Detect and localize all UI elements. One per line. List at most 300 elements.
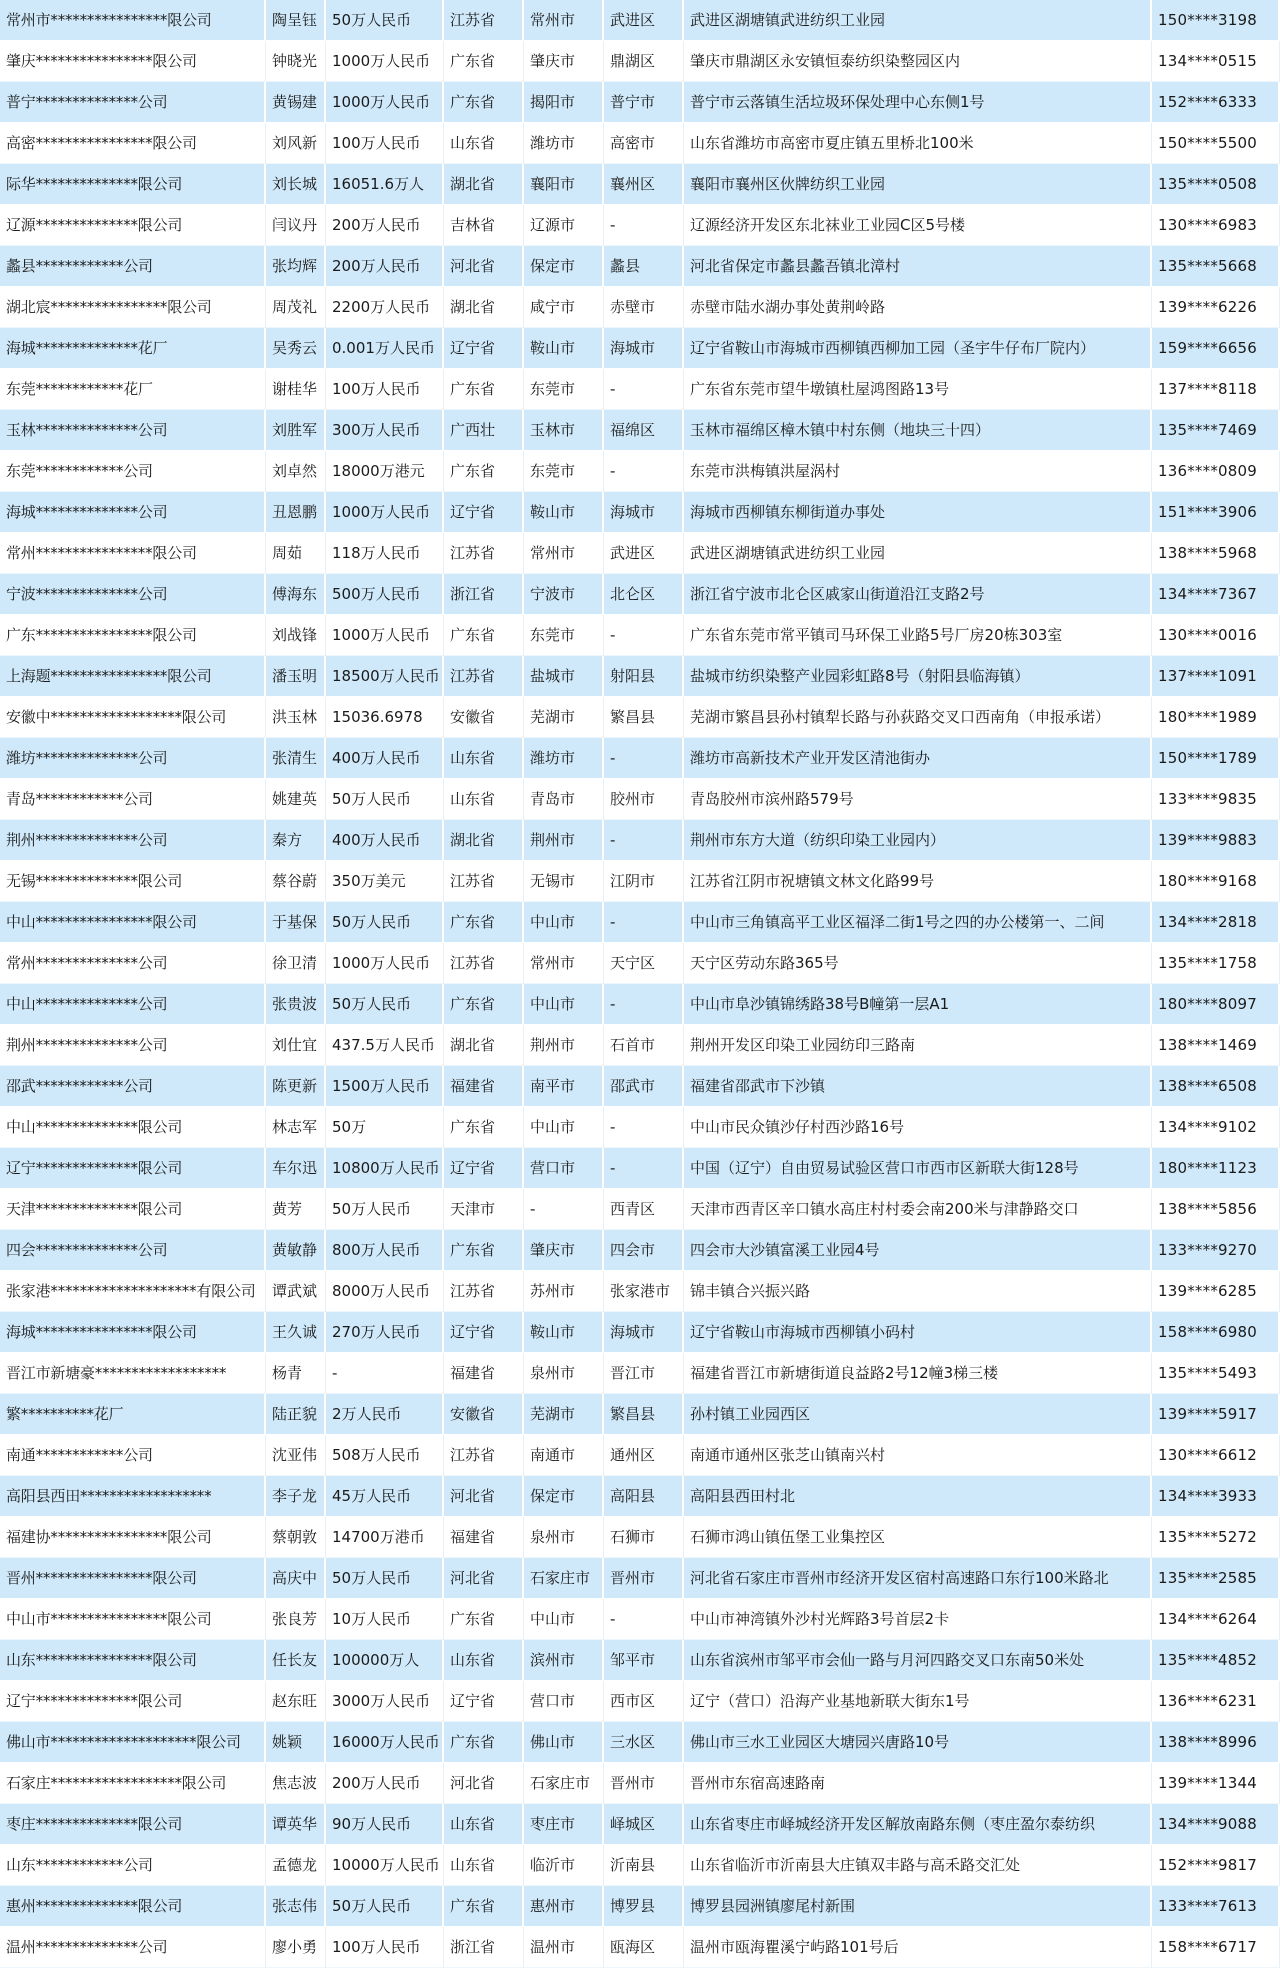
registered-capital-cell: 14700万港币: [326, 1517, 444, 1558]
table-row: [0, 1599, 1280, 1640]
registered-capital-cell: 18500万人民币: [326, 656, 444, 697]
district-cell: -: [604, 984, 684, 1025]
company-name-cell: 辽宁**************限公司: [0, 1148, 266, 1189]
province-cell: 广东省: [444, 615, 524, 656]
table-row: [0, 1763, 1280, 1804]
company-name-cell: 晋州****************限公司: [0, 1558, 266, 1599]
address-cell: 天宁区劳动东路365号: [684, 943, 1152, 984]
phone-cell: 150****1789: [1152, 738, 1280, 779]
legal-person-cell: 闫议丹: [266, 205, 326, 246]
legal-person-cell: 车尔迅: [266, 1148, 326, 1189]
table-row: [0, 1394, 1280, 1435]
phone-cell: 138****5856: [1152, 1189, 1280, 1230]
table-row: [0, 902, 1280, 943]
company-name-cell: 高密****************限公司: [0, 123, 266, 164]
phone-cell: 136****6231: [1152, 1681, 1280, 1722]
registered-capital-cell: 50万人民币: [326, 779, 444, 820]
registered-capital-cell: 118万人民币: [326, 533, 444, 574]
phone-cell: 130****6612: [1152, 1435, 1280, 1476]
company-name-cell: 常州****************限公司: [0, 533, 266, 574]
phone-cell: 130****6983: [1152, 205, 1280, 246]
company-name-cell: 晋江市新塘豪******************: [0, 1353, 266, 1394]
registered-capital-cell: 90万人民币: [326, 1804, 444, 1845]
address-cell: 锦丰镇合兴振兴路: [684, 1271, 1152, 1312]
table-row: [0, 82, 1280, 123]
city-cell: 无锡市: [524, 861, 604, 902]
table-row: [0, 615, 1280, 656]
city-cell: 肇庆市: [524, 41, 604, 82]
province-cell: 天津市: [444, 1189, 524, 1230]
district-cell: 石首市: [604, 1025, 684, 1066]
legal-person-cell: 刘胜军: [266, 410, 326, 451]
table-row: [0, 1148, 1280, 1189]
registered-capital-cell: 200万人民币: [326, 246, 444, 287]
legal-person-cell: 孟德龙: [266, 1845, 326, 1886]
district-cell: -: [604, 451, 684, 492]
district-cell: 张家港市: [604, 1271, 684, 1312]
table-row: [0, 164, 1280, 205]
address-cell: 山东省潍坊市高密市夏庄镇五里桥北100米: [684, 123, 1152, 164]
phone-cell: 180****1989: [1152, 697, 1280, 738]
legal-person-cell: 秦方: [266, 820, 326, 861]
phone-cell: 133****9835: [1152, 779, 1280, 820]
district-cell: 蠡县: [604, 246, 684, 287]
province-cell: 广东省: [444, 1107, 524, 1148]
registered-capital-cell: 270万人民币: [326, 1312, 444, 1353]
city-cell: 中山市: [524, 1107, 604, 1148]
province-cell: 浙江省: [444, 574, 524, 615]
table-row: [0, 1517, 1280, 1558]
address-cell: 海城市西柳镇东柳街道办事处: [684, 492, 1152, 533]
address-cell: 广东省东莞市望牛墩镇杜屋鸿图路13号: [684, 369, 1152, 410]
city-cell: 潍坊市: [524, 123, 604, 164]
province-cell: 广东省: [444, 1599, 524, 1640]
registered-capital-cell: 1000万人民币: [326, 41, 444, 82]
province-cell: 浙江省: [444, 1927, 524, 1968]
province-cell: 广东省: [444, 41, 524, 82]
province-cell: 山东省: [444, 123, 524, 164]
address-cell: 中山市阜沙镇锦绣路38号B幢第一层A1: [684, 984, 1152, 1025]
phone-cell: 138****6508: [1152, 1066, 1280, 1107]
province-cell: 山东省: [444, 779, 524, 820]
company-name-cell: 东莞************花厂: [0, 369, 266, 410]
table-row: [0, 451, 1280, 492]
province-cell: 辽宁省: [444, 328, 524, 369]
table-row: [0, 533, 1280, 574]
phone-cell: 159****6656: [1152, 328, 1280, 369]
district-cell: 沂南县: [604, 1845, 684, 1886]
legal-person-cell: 洪玉林: [266, 697, 326, 738]
city-cell: 中山市: [524, 902, 604, 943]
district-cell: 射阳县: [604, 656, 684, 697]
city-cell: 温州市: [524, 1927, 604, 1968]
city-cell: 鞍山市: [524, 1312, 604, 1353]
legal-person-cell: 刘卓然: [266, 451, 326, 492]
legal-person-cell: 傅海东: [266, 574, 326, 615]
district-cell: 高阳县: [604, 1476, 684, 1517]
district-cell: 高密市: [604, 123, 684, 164]
table-row: [0, 1681, 1280, 1722]
district-cell: 邹平市: [604, 1640, 684, 1681]
city-cell: 咸宁市: [524, 287, 604, 328]
city-cell: 揭阳市: [524, 82, 604, 123]
legal-person-cell: 潘玉明: [266, 656, 326, 697]
province-cell: 辽宁省: [444, 1681, 524, 1722]
province-cell: 江苏省: [444, 533, 524, 574]
district-cell: -: [604, 1148, 684, 1189]
province-cell: 吉林省: [444, 205, 524, 246]
city-cell: 芜湖市: [524, 697, 604, 738]
legal-person-cell: 刘风新: [266, 123, 326, 164]
legal-person-cell: 刘仕宜: [266, 1025, 326, 1066]
city-cell: 枣庄市: [524, 1804, 604, 1845]
city-cell: 鞍山市: [524, 328, 604, 369]
phone-cell: 158****6717: [1152, 1927, 1280, 1968]
company-name-cell: 无锡**************限公司: [0, 861, 266, 902]
company-name-cell: 繁**********花厂: [0, 1394, 266, 1435]
phone-cell: 180****8097: [1152, 984, 1280, 1025]
district-cell: 晋州市: [604, 1558, 684, 1599]
phone-cell: 135****5493: [1152, 1353, 1280, 1394]
city-cell: 盐城市: [524, 656, 604, 697]
table-row: [0, 984, 1280, 1025]
province-cell: 湖北省: [444, 287, 524, 328]
registered-capital-cell: 100000万人: [326, 1640, 444, 1681]
district-cell: -: [604, 738, 684, 779]
company-name-cell: 海城**************公司: [0, 492, 266, 533]
legal-person-cell: 任长友: [266, 1640, 326, 1681]
registered-capital-cell: 50万人民币: [326, 984, 444, 1025]
table-row: [0, 123, 1280, 164]
phone-cell: 139****5917: [1152, 1394, 1280, 1435]
district-cell: -: [604, 615, 684, 656]
legal-person-cell: 高庆中: [266, 1558, 326, 1599]
address-cell: 广东省东莞市常平镇司马环保工业路5号厂房20栋303室: [684, 615, 1152, 656]
district-cell: 晋江市: [604, 1353, 684, 1394]
company-name-cell: 天津**************限公司: [0, 1189, 266, 1230]
address-cell: 辽源经济开发区东北袜业工业园C区5号楼: [684, 205, 1152, 246]
registered-capital-cell: 200万人民币: [326, 205, 444, 246]
table-row: [0, 410, 1280, 451]
district-cell: 西青区: [604, 1189, 684, 1230]
city-cell: 临沂市: [524, 1845, 604, 1886]
company-name-cell: 常州**************公司: [0, 943, 266, 984]
address-cell: 肇庆市鼎湖区永安镇恒泰纺织染整园区内: [684, 41, 1152, 82]
company-name-cell: 中山市****************限公司: [0, 1599, 266, 1640]
legal-person-cell: 黄芳: [266, 1189, 326, 1230]
registered-capital-cell: 50万人民币: [326, 1558, 444, 1599]
city-cell: 泉州市: [524, 1353, 604, 1394]
phone-cell: 152****6333: [1152, 82, 1280, 123]
company-name-cell: 枣庄**************限公司: [0, 1804, 266, 1845]
table-row: [0, 246, 1280, 287]
table-row: [0, 820, 1280, 861]
company-name-cell: 辽宁**************限公司: [0, 1681, 266, 1722]
company-name-cell: 张家港********************有限公司: [0, 1271, 266, 1312]
company-name-cell: 山东****************限公司: [0, 1640, 266, 1681]
city-cell: 滨州市: [524, 1640, 604, 1681]
phone-cell: 180****9168: [1152, 861, 1280, 902]
phone-cell: 135****7469: [1152, 410, 1280, 451]
address-cell: 福建省邵武市下沙镇: [684, 1066, 1152, 1107]
province-cell: 安徽省: [444, 697, 524, 738]
city-cell: 青岛市: [524, 779, 604, 820]
district-cell: -: [604, 369, 684, 410]
registered-capital-cell: 1000万人民币: [326, 82, 444, 123]
city-cell: 肇庆市: [524, 1230, 604, 1271]
city-cell: 东莞市: [524, 369, 604, 410]
company-name-cell: 际华**************限公司: [0, 164, 266, 205]
phone-cell: 134****3933: [1152, 1476, 1280, 1517]
phone-cell: 138****1469: [1152, 1025, 1280, 1066]
table-row: [0, 861, 1280, 902]
legal-person-cell: 焦志波: [266, 1763, 326, 1804]
legal-person-cell: 张贵波: [266, 984, 326, 1025]
province-cell: 山东省: [444, 1804, 524, 1845]
phone-cell: 134****2818: [1152, 902, 1280, 943]
address-cell: 芜湖市繁昌县孙村镇犁长路与孙荻路交叉口西南角（申报承诺）: [684, 697, 1152, 738]
address-cell: 佛山市三水工业园区大塘园兴唐路10号: [684, 1722, 1152, 1763]
table-row: [0, 205, 1280, 246]
table-row: [0, 369, 1280, 410]
registered-capital-cell: 100万人民币: [326, 1927, 444, 1968]
table-row: [0, 287, 1280, 328]
district-cell: 武进区: [604, 0, 684, 41]
city-cell: 泉州市: [524, 1517, 604, 1558]
address-cell: 山东省临沂市沂南县大庄镇双丰路与高禾路交汇处: [684, 1845, 1152, 1886]
company-name-cell: 邵武************公司: [0, 1066, 266, 1107]
province-cell: 湖北省: [444, 820, 524, 861]
district-cell: 三水区: [604, 1722, 684, 1763]
company-name-cell: 常州市****************限公司: [0, 0, 266, 41]
registered-capital-cell: 2200万人民币: [326, 287, 444, 328]
company-name-cell: 山东************公司: [0, 1845, 266, 1886]
legal-person-cell: 陆正貌: [266, 1394, 326, 1435]
district-cell: 瓯海区: [604, 1927, 684, 1968]
phone-cell: 135****1758: [1152, 943, 1280, 984]
district-cell: 石狮市: [604, 1517, 684, 1558]
city-cell: 东莞市: [524, 615, 604, 656]
legal-person-cell: 张清生: [266, 738, 326, 779]
table-row: [0, 1189, 1280, 1230]
legal-person-cell: 蔡谷蔚: [266, 861, 326, 902]
city-cell: 苏州市: [524, 1271, 604, 1312]
district-cell: 邵武市: [604, 1066, 684, 1107]
province-cell: 江苏省: [444, 943, 524, 984]
legal-person-cell: 赵东旺: [266, 1681, 326, 1722]
phone-cell: 152****9817: [1152, 1845, 1280, 1886]
address-cell: 荆州市东方大道（纺织印染工业园内）: [684, 820, 1152, 861]
company-name-cell: 高阳县西田******************: [0, 1476, 266, 1517]
legal-person-cell: 于基保: [266, 902, 326, 943]
city-cell: 荆州市: [524, 1025, 604, 1066]
district-cell: 西市区: [604, 1681, 684, 1722]
city-cell: 玉林市: [524, 410, 604, 451]
district-cell: -: [604, 1107, 684, 1148]
province-cell: 辽宁省: [444, 492, 524, 533]
address-cell: 高阳县西田村北: [684, 1476, 1152, 1517]
registered-capital-cell: 400万人民币: [326, 738, 444, 779]
legal-person-cell: 王久诚: [266, 1312, 326, 1353]
address-cell: 江苏省江阴市祝塘镇文林文化路99号: [684, 861, 1152, 902]
province-cell: 广东省: [444, 369, 524, 410]
company-name-cell: 中山**************限公司: [0, 1107, 266, 1148]
table-row: [0, 0, 1280, 41]
registered-capital-cell: 437.5万人民币: [326, 1025, 444, 1066]
table-row: [0, 1066, 1280, 1107]
legal-person-cell: 张良芳: [266, 1599, 326, 1640]
registered-capital-cell: 1500万人民币: [326, 1066, 444, 1107]
address-cell: 东莞市洪梅镇洪屋涡村: [684, 451, 1152, 492]
address-cell: 中山市民众镇沙仔村西沙路16号: [684, 1107, 1152, 1148]
company-name-cell: 福建协****************限公司: [0, 1517, 266, 1558]
registered-capital-cell: 50万人民币: [326, 0, 444, 41]
district-cell: 天宁区: [604, 943, 684, 984]
province-cell: 福建省: [444, 1066, 524, 1107]
province-cell: 广东省: [444, 902, 524, 943]
district-cell: 晋州市: [604, 1763, 684, 1804]
table-row: [0, 1312, 1280, 1353]
district-cell: -: [604, 820, 684, 861]
city-cell: 南通市: [524, 1435, 604, 1476]
province-cell: 福建省: [444, 1517, 524, 1558]
phone-cell: 135****4852: [1152, 1640, 1280, 1681]
company-name-cell: 南通************公司: [0, 1435, 266, 1476]
province-cell: 山东省: [444, 1845, 524, 1886]
company-name-cell: 蠡县************公司: [0, 246, 266, 287]
registered-capital-cell: -: [326, 1353, 444, 1394]
legal-person-cell: 张均辉: [266, 246, 326, 287]
company-name-cell: 海城****************限公司: [0, 1312, 266, 1353]
address-cell: 四会市大沙镇富溪工业园4号: [684, 1230, 1152, 1271]
company-name-cell: 荆州**************公司: [0, 820, 266, 861]
registered-capital-cell: 3000万人民币: [326, 1681, 444, 1722]
legal-person-cell: 丑恩鹏: [266, 492, 326, 533]
address-cell: 中国（辽宁）自由贸易试验区营口市西市区新联大街128号: [684, 1148, 1152, 1189]
table-row: [0, 1640, 1280, 1681]
registered-capital-cell: 16051.6万人: [326, 164, 444, 205]
phone-cell: 135****2585: [1152, 1558, 1280, 1599]
phone-cell: 134****9102: [1152, 1107, 1280, 1148]
legal-person-cell: 姚颖: [266, 1722, 326, 1763]
table-row: [0, 779, 1280, 820]
company-name-cell: 佛山市********************限公司: [0, 1722, 266, 1763]
district-cell: 赤壁市: [604, 287, 684, 328]
legal-person-cell: 周茹: [266, 533, 326, 574]
province-cell: 江苏省: [444, 1435, 524, 1476]
registered-capital-cell: 10800万人民币: [326, 1148, 444, 1189]
company-name-cell: 上海题****************限公司: [0, 656, 266, 697]
registered-capital-cell: 1000万人民币: [326, 615, 444, 656]
registered-capital-cell: 15036.6978: [326, 697, 444, 738]
table-row: [0, 738, 1280, 779]
district-cell: 繁昌县: [604, 1394, 684, 1435]
province-cell: 福建省: [444, 1353, 524, 1394]
address-cell: 晋州市东宿高速路南: [684, 1763, 1152, 1804]
province-cell: 山东省: [444, 1640, 524, 1681]
legal-person-cell: 姚建英: [266, 779, 326, 820]
company-name-cell: 普宁**************公司: [0, 82, 266, 123]
table-row: [0, 1845, 1280, 1886]
legal-person-cell: 谢桂华: [266, 369, 326, 410]
city-cell: 中山市: [524, 984, 604, 1025]
address-cell: 南通市通州区张芝山镇南兴村: [684, 1435, 1152, 1476]
city-cell: 中山市: [524, 1599, 604, 1640]
legal-person-cell: 钟晓光: [266, 41, 326, 82]
phone-cell: 139****1344: [1152, 1763, 1280, 1804]
district-cell: 鼎湖区: [604, 41, 684, 82]
legal-person-cell: 黄敏静: [266, 1230, 326, 1271]
address-cell: 孙村镇工业园西区: [684, 1394, 1152, 1435]
city-cell: 常州市: [524, 943, 604, 984]
phone-cell: 139****6285: [1152, 1271, 1280, 1312]
registered-capital-cell: 350万美元: [326, 861, 444, 902]
registered-capital-cell: 100万人民币: [326, 369, 444, 410]
province-cell: 广东省: [444, 1230, 524, 1271]
address-cell: 玉林市福绵区樟木镇中村东侧（地块三十四）: [684, 410, 1152, 451]
legal-person-cell: 蔡朝敦: [266, 1517, 326, 1558]
district-cell: 北仑区: [604, 574, 684, 615]
province-cell: 江苏省: [444, 861, 524, 902]
company-name-cell: 惠州**************限公司: [0, 1886, 266, 1927]
phone-cell: 138****5968: [1152, 533, 1280, 574]
registered-capital-cell: 50万人民币: [326, 902, 444, 943]
province-cell: 辽宁省: [444, 1312, 524, 1353]
city-cell: 惠州市: [524, 1886, 604, 1927]
address-cell: 河北省石家庄市晋州市经济开发区宿村高速路口东行100米路北: [684, 1558, 1152, 1599]
province-cell: 江苏省: [444, 1271, 524, 1312]
table-row: [0, 1558, 1280, 1599]
table-row: [0, 1722, 1280, 1763]
table-row: [0, 697, 1280, 738]
legal-person-cell: 廖小勇: [266, 1927, 326, 1968]
table-row: [0, 1107, 1280, 1148]
phone-cell: 139****6226: [1152, 287, 1280, 328]
phone-cell: 135****5272: [1152, 1517, 1280, 1558]
company-name-cell: 中山**************公司: [0, 984, 266, 1025]
company-name-cell: 宁波**************公司: [0, 574, 266, 615]
legal-person-cell: 谭英华: [266, 1804, 326, 1845]
registered-capital-cell: 45万人民币: [326, 1476, 444, 1517]
registered-capital-cell: 400万人民币: [326, 820, 444, 861]
legal-person-cell: 吴秀云: [266, 328, 326, 369]
city-cell: 石家庄市: [524, 1558, 604, 1599]
address-cell: 石狮市鸿山镇伍堡工业集控区: [684, 1517, 1152, 1558]
district-cell: -: [604, 205, 684, 246]
table-row: [0, 1927, 1280, 1968]
address-cell: 河北省保定市蠡县蠡吾镇北漳村: [684, 246, 1152, 287]
table-row: [0, 1886, 1280, 1927]
district-cell: 海城市: [604, 1312, 684, 1353]
table-row: [0, 1435, 1280, 1476]
address-cell: 荆州开发区印染工业园纺印三路南: [684, 1025, 1152, 1066]
province-cell: 河北省: [444, 1558, 524, 1599]
phone-cell: 133****9270: [1152, 1230, 1280, 1271]
registered-capital-cell: 50万人民币: [326, 1886, 444, 1927]
company-name-cell: 安徽中******************限公司: [0, 697, 266, 738]
address-cell: 中山市神湾镇外沙村光辉路3号首层2卡: [684, 1599, 1152, 1640]
phone-cell: 138****8996: [1152, 1722, 1280, 1763]
registered-capital-cell: 0.001万人民币: [326, 328, 444, 369]
phone-cell: 135****5668: [1152, 246, 1280, 287]
address-cell: 山东省枣庄市峄城经济开发区解放南路东侧（枣庄盈尔泰纺织: [684, 1804, 1152, 1845]
legal-person-cell: 黄锡建: [266, 82, 326, 123]
registered-capital-cell: 508万人民币: [326, 1435, 444, 1476]
company-name-cell: 玉林**************公司: [0, 410, 266, 451]
registered-capital-cell: 18000万港元: [326, 451, 444, 492]
table-row: [0, 1230, 1280, 1271]
legal-person-cell: 周茂礼: [266, 287, 326, 328]
